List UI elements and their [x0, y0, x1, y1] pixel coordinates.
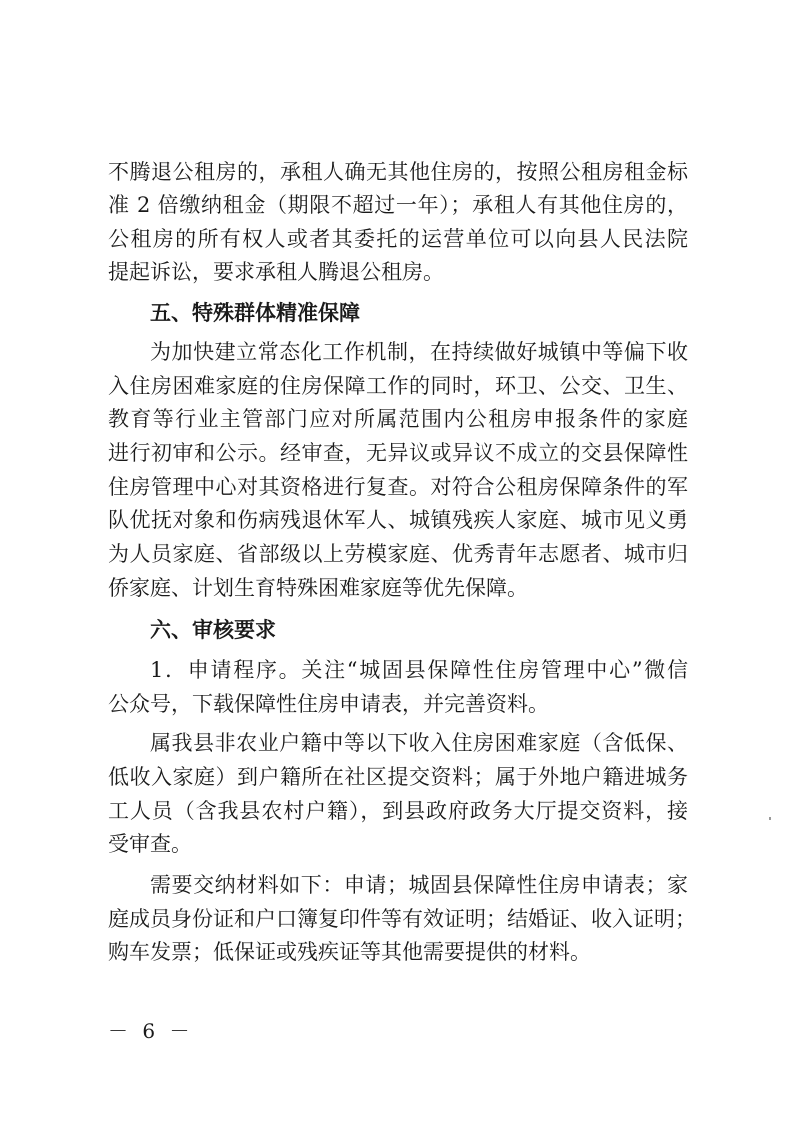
page-number: － 6 － — [108, 1019, 194, 1043]
section-heading: 六、审核要求 — [150, 618, 276, 642]
paragraph-line: 队优抚对象和伤病残退休军人、城镇残疾人家庭、城市见义勇 — [108, 508, 688, 532]
paragraph-line: 工人员（含我县农村户籍），到县政府政务大厅提交资料，接 — [108, 799, 688, 823]
paragraph-line: 1．申请程序。关注“城固县保障性住房管理中心”微信 — [150, 658, 688, 682]
paragraph-line: 不腾退公租房的，承租人确无其他住房的，按照公租房租金标 — [108, 160, 688, 184]
paragraph-line: 提起诉讼，要求承租人腾退公租房。 — [108, 260, 444, 284]
paragraph-line: 购车发票；低保证或残疾证等其他需要提供的材料。 — [108, 940, 591, 964]
paragraph-line: 教育等行业主管部门应对所属范围内公租房申报条件的家庭 — [108, 407, 688, 431]
paragraph-line: 受审查。 — [108, 832, 192, 856]
paragraph-line: 公租房的所有权人或者其委托的运营单位可以向县人民法院 — [108, 227, 688, 251]
section-heading: 五、特殊群体精准保障 — [150, 301, 360, 325]
paragraph-line: 侨家庭、计划生育特殊困难家庭等优先保障。 — [108, 576, 528, 600]
paragraph-line: 公众号，下载保障性住房申请表，并完善资料。 — [108, 692, 549, 716]
paragraph-line: 需要交纳材料如下：申请；城固县保障性住房申请表；家 — [150, 873, 688, 897]
paragraph-line: 进行初审和公示。经审查，无异议或异议不成立的交县保障性 — [108, 441, 688, 465]
paragraph-line: 住房管理中心对其资格进行复查。对符合公租房保障条件的军 — [108, 475, 688, 499]
paragraph-line: 入住房困难家庭的住房保障工作的同时，环卫、公交、卫生、 — [108, 374, 688, 398]
scan-speck — [769, 817, 771, 820]
paragraph-line: 低收入家庭）到户籍所在社区提交资料；属于外地户籍进城务 — [108, 765, 688, 789]
paragraph-line: 准 2 倍缴纳租金（期限不超过一年）；承租人有其他住房的， — [108, 193, 688, 217]
paragraph-line: 为人员家庭、省部级以上劳模家庭、优秀青年志愿者、城市归 — [108, 542, 688, 566]
paragraph-line: 为加快建立常态化工作机制，在持续做好城镇中等偏下收 — [150, 340, 688, 364]
paragraph-line: 属我县非农业户籍中等以下收入住房困难家庭（含低保、 — [150, 731, 688, 755]
paragraph-line: 庭成员身份证和户口簿复印件等有效证明；结婚证、收入证明； — [108, 907, 696, 931]
